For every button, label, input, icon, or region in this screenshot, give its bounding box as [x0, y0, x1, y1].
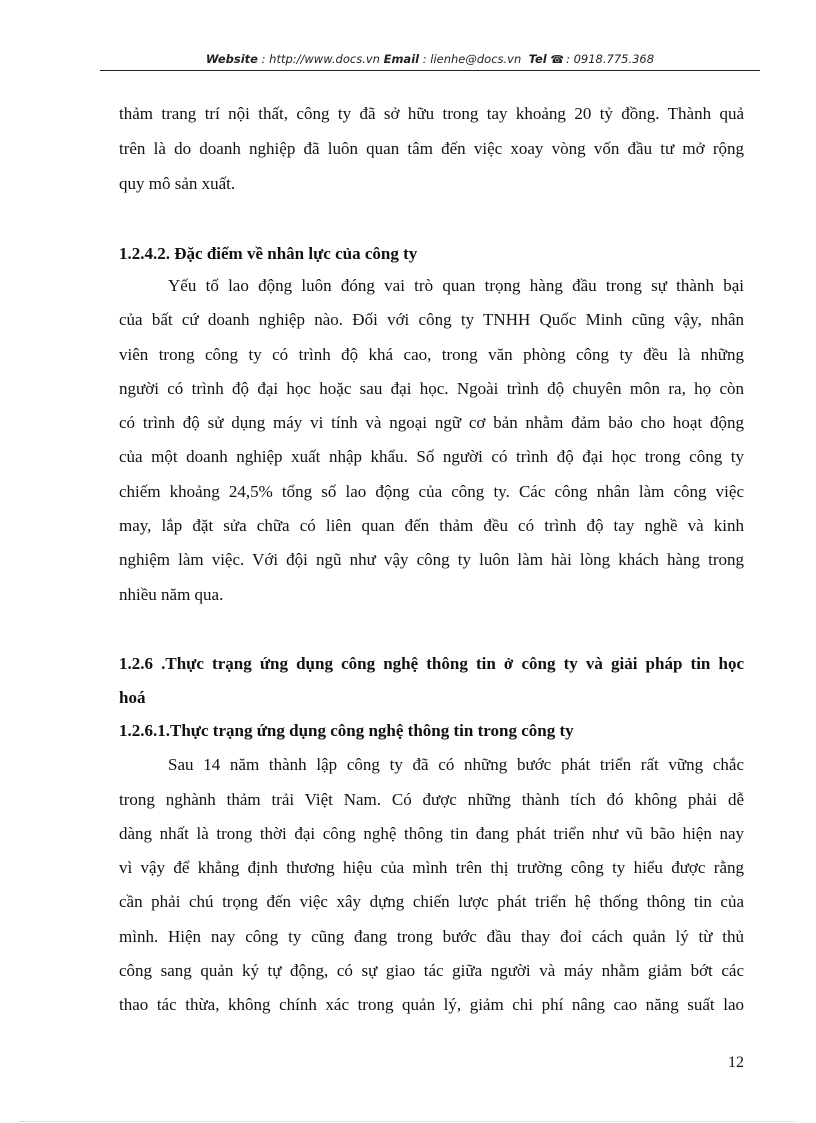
paragraph-line: thao tác thừa, không chính xác trong quản lý, giảm chi phí nâng cao năng suất lao — [119, 995, 744, 1014]
paragraph-line: viên trong công ty có trình độ khá cao, trong văn phòng công ty đều là những — [119, 345, 744, 364]
tel-label: Tel — [528, 52, 547, 66]
section-heading-1-2-6-cont: hoá — [119, 688, 146, 707]
intro-line-2: trên là do doanh nghiệp đã luôn quan tâm đến việc xoay vòng vốn đầu tư mở rộng — [119, 139, 744, 158]
paragraph-line: mình. Hiện nay công ty cũng đang trong bước đầu thay đoỉ cách quản lý từ thủ — [119, 927, 744, 946]
paragraph-line: Yếu tố lao động luôn đóng vai trò quan trọng hàng đầu trong sự thành bại — [168, 276, 744, 295]
paragraph-line: của một doanh nghiệp xuất nhập khẩu. Số người có trình độ đại học trong công ty — [119, 447, 744, 466]
website-value: : http://www.docs.vn — [257, 52, 384, 66]
paragraph-line: may, lắp đặt sửa chữa có liên quan đến thảm đều có trình độ tay nghề và kinh — [119, 516, 744, 535]
tel-value: : 0918.775.368 — [566, 52, 655, 66]
section-heading-1-2-6-1: 1.2.6.1.Thực trạng ứng dụng công nghệ thông tin trong công ty — [119, 721, 574, 740]
website-label: Website — [205, 52, 258, 66]
paragraph-line: Sau 14 năm thành lập công ty đã có những bước phát triển rất vững chắc — [168, 755, 744, 774]
page-header — [100, 50, 760, 71]
page-bottom-divider — [20, 1121, 796, 1122]
phone-icon: ☎ — [550, 53, 565, 66]
paragraph-line: dàng nhất là trong thời đại công nghệ thông tin đang phát triển như vũ bão hiện nay — [119, 824, 744, 843]
page-number: 12 — [728, 1054, 744, 1071]
paragraph-line: cần phải chú trọng đến việc xây dựng chiến lược phát triển hệ thống thông tin của — [119, 892, 744, 911]
intro-line-3: quy mô sản xuất. — [119, 174, 236, 193]
paragraph-line: vì vậy để khẳng định thương hiệu của mình trên thị trường công ty hiểu được rằng — [119, 858, 744, 877]
paragraph-line: nhiều năm qua. — [119, 585, 224, 604]
paragraph-line: người có trình độ đại học hoặc sau đại học. Ngoài trình độ chuyên môn ra, họ còn — [119, 379, 744, 398]
intro-line-1: thảm trang trí nội thất, công ty đã sở hữu trong tay khoảng 20 tỷ đồng. Thành quả — [119, 104, 744, 123]
email-label: Email — [383, 52, 420, 66]
paragraph-line: chiếm khoảng 24,5% tổng số lao động của công ty. Các công nhân làm công việc — [119, 482, 744, 501]
section-heading-1-2-4-2: 1.2.4.2. Đặc điểm về nhân lực của công ty — [119, 244, 418, 263]
paragraph-line: có trình độ sử dụng máy vi tính và ngoại ngữ cơ bản nhằm đảm bảo cho hoạt động — [119, 413, 744, 432]
paragraph-line: trong nghành thảm trải Việt Nam. Có được những thành tích đó không phải dễ — [119, 790, 744, 809]
paragraph-line: của bất cứ doanh nghiệp nào. Đối với công ty TNHH Quốc Minh cũng vậy, nhân — [119, 310, 744, 329]
paragraph-line: công sang quản ký tự động, có sự giao tác giữa người và máy nhằm giảm bớt các — [119, 961, 744, 980]
email-value: : lienhe@docs.vn — [419, 52, 525, 66]
paragraph-line: nghiệm làm việc. Với đội ngũ như vậy công ty luôn làm hài lòng khách hàng trong — [119, 550, 744, 569]
section-heading-1-2-6: 1.2.6 .Thực trạng ứng dụng công nghệ thông tin ở công ty và giải pháp tin học — [119, 654, 744, 673]
